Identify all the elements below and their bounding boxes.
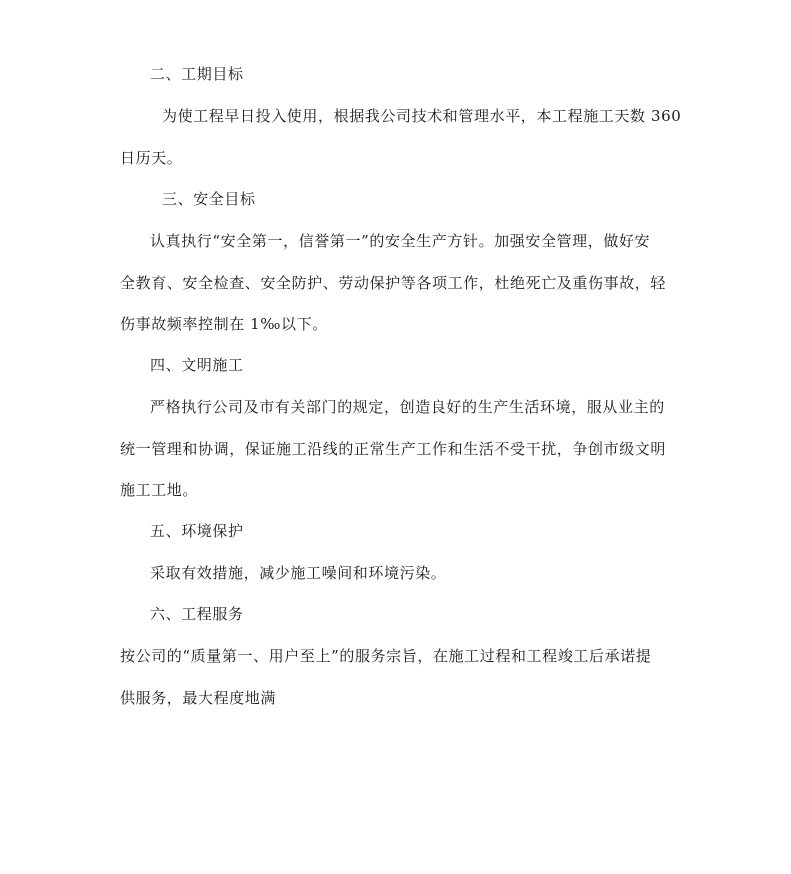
section-heading-engineering-service: 六、工程服务 [150, 605, 244, 623]
paragraph-line: 供服务，最大程度地满 [120, 689, 277, 707]
paragraph-line: 日历天。 [120, 149, 183, 167]
section-heading-schedule-goal: 二、工期目标 [150, 65, 244, 83]
paragraph-line: 全教育、安全检查、安全防护、劳动保护等各项工作，杜绝死亡及重伤事故，轻 [120, 274, 667, 292]
paragraph-line: 为使工程早日投入使用，根据我公司技术和管理水平，本工程施工天数 360 [162, 107, 682, 125]
paragraph-line: 按公司的“质量第一、用户至上”的服务宗旨，在施工过程和工程竣工后承诺提 [120, 647, 652, 665]
section-heading-environmental-protection: 五、环境保护 [150, 522, 244, 540]
section-heading-safety-goal: 三、安全目标 [162, 190, 256, 208]
paragraph-line: 统一管理和协调，保证施工沿线的正常生产工作和生活不受干扰，争创市级文明 [120, 440, 667, 458]
paragraph-line: 认真执行“安全第一，信誉第一”的安全生产方针。加强安全管理，做好安 [150, 232, 651, 250]
paragraph-line: 伤事故频率控制在 1‰以下。 [120, 315, 328, 333]
paragraph-line: 严格执行公司及市有关部门的规定，创造良好的生产生活环境，服从业主的 [150, 398, 665, 416]
section-heading-civilized-construction: 四、文明施工 [150, 356, 244, 374]
paragraph-line: 采取有效措施，减少施工噪间和环境污染。 [150, 564, 447, 582]
paragraph-line: 施工工地。 [120, 481, 199, 499]
